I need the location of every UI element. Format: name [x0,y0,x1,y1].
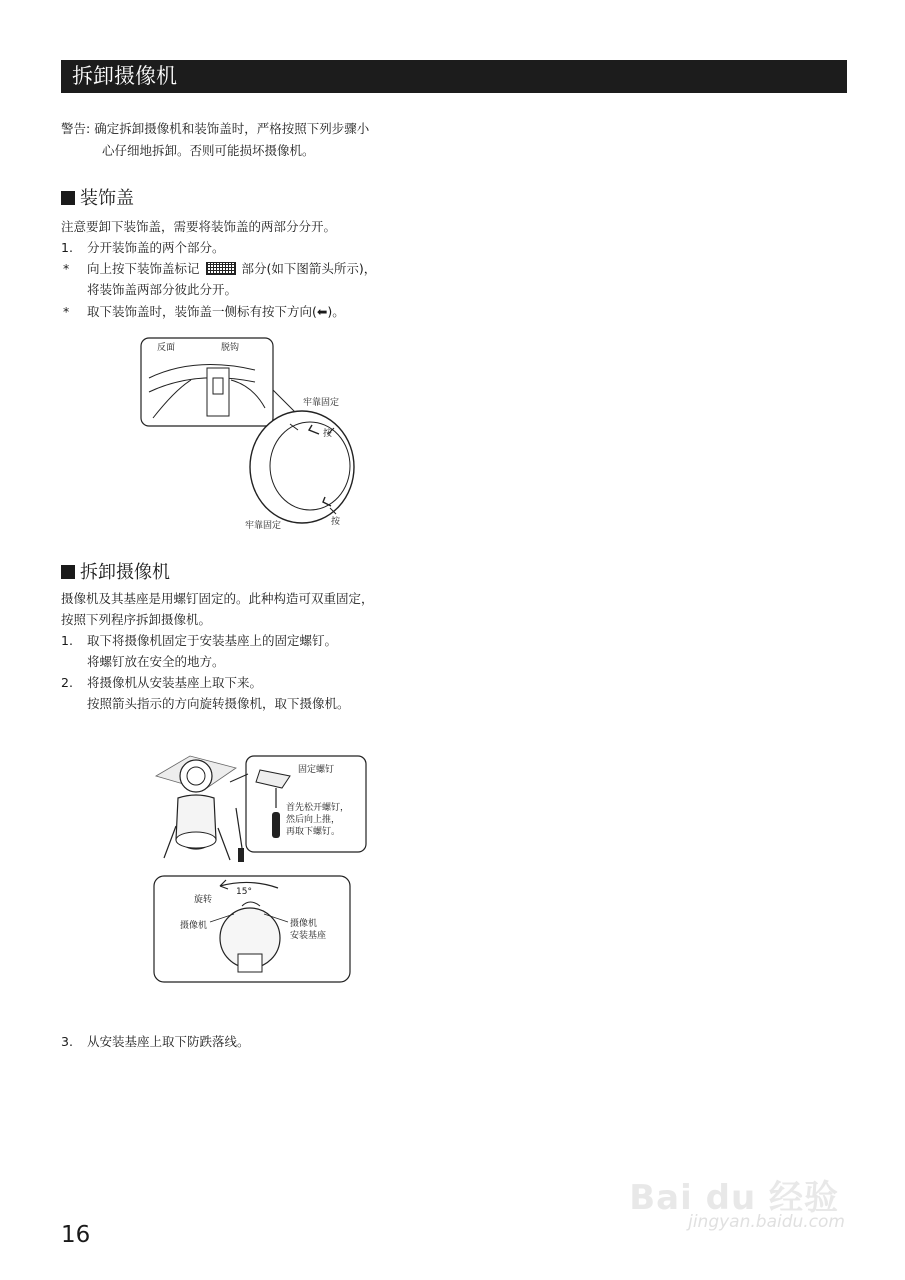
camera-step-1-num: 1. [61,633,73,648]
cover-bullet-1-mark: * [63,261,70,276]
camera-step-1-b: 将螺钉放在安全的地方。 [87,654,225,669]
camera-step-2-num: 2. [61,675,73,690]
screw-note-2: 然后向上推， [286,815,341,825]
cover-step-1-num: 1. [61,240,73,255]
label-fixed-top: 牢靠固定 [303,398,340,408]
cover-bullet-1-c: 将装饰盖两部分彼此分开。 [87,282,238,297]
label-base-2: 安装基座 [290,931,327,941]
square-bullet-icon [61,565,75,579]
watermark-logo: Bai du 经验 [629,1178,839,1218]
cover-bullet-1-a: 向上按下装饰盖标记 [87,261,200,276]
label-hook: 脱钩 [221,343,240,353]
cover-bullet-2-mark: * [63,304,70,319]
camera-step-3-num: 3. [61,1034,73,1049]
label-press-bottom: 按 [331,517,341,527]
page-number: 16 [61,1222,91,1248]
watermark-url: jingyan.baidu.com [688,1212,845,1232]
square-bullet-icon [61,191,75,205]
warning-label: 警告: [61,121,91,136]
label-base-1: 摄像机 [290,919,318,929]
label-camera: 摄像机 [180,921,208,931]
camera-step-3: 从安装基座上取下防跌落线。 [87,1034,250,1049]
camera-step-2-b: 按照箭头指示的方向旋转摄像机，取下摄像机。 [87,696,350,711]
warning-line-1 [61,118,369,139]
camera-diagram [150,748,375,988]
screw-note-1: 首先松开螺钉， [286,803,350,813]
camera-step-1-a: 取下将摄像机固定于安装基座上的固定螺钉。 [87,633,338,648]
camera-step-2-a: 将摄像机从安装基座上取下来。 [87,675,263,690]
cover-step-1: 分开装饰盖的两个部分。 [87,240,225,255]
label-angle: 15° [236,887,252,897]
section-heading-camera-text: 拆卸摄像机 [80,562,170,583]
cover-bullet-1-b: 部分(如下图箭头所示)， [241,261,377,276]
cover-intro: 注意要卸下装饰盖，需要将装饰盖的两部分分开。 [61,219,337,234]
cover-bullet-1 [87,258,376,279]
camera-intro-1: 摄像机及其基座是用螺钉固定的。此种构造可双重固定， [61,591,374,606]
camera-intro-2: 按照下列程序拆卸摄像机。 [61,612,212,627]
section-heading-camera [61,561,170,585]
title-bar [61,60,847,93]
grid-mark-icon [206,262,236,275]
label-rotate: 旋转 [194,895,213,905]
label-press-top: 按 [323,429,333,439]
warning-line-2: 心仔细地拆卸。否则可能损坏摄像机。 [102,143,315,158]
label-screw: 固定螺钉 [298,765,335,775]
label-fixed-bottom: 牢靠固定 [245,521,282,531]
warning-text-1: 确定拆卸摄像机和装饰盖时，严格按照下列步骤小 [94,121,370,136]
page-title: 拆卸摄像机 [72,64,177,88]
section-heading-cover [61,187,134,211]
screw-note-3: 再取下螺钉。 [286,827,341,837]
cover-diagram [135,330,385,540]
label-back: 反面 [157,343,176,353]
cover-bullet-2: 取下装饰盖时，装饰盖一侧标有按下方向(⬅)。 [87,304,345,319]
section-heading-cover-text: 装饰盖 [80,188,134,209]
